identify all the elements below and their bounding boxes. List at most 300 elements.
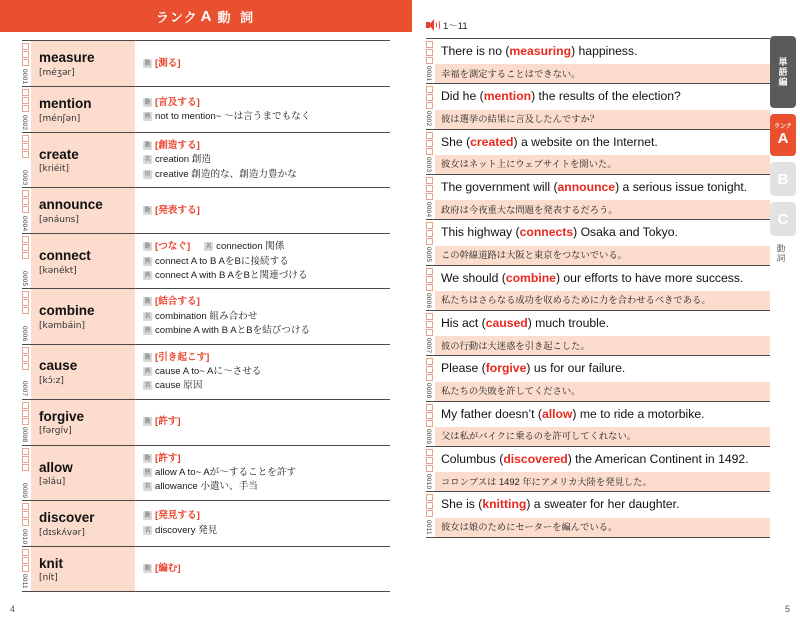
study-checkbox[interactable] (426, 366, 433, 373)
side-tab-pos (768, 244, 794, 263)
side-tab-rank-a-letter: A (777, 130, 789, 147)
vocabulary-row (22, 445, 390, 500)
sentence-english (435, 266, 770, 291)
definition-line (143, 204, 386, 218)
paren-close: ) (526, 361, 534, 376)
study-checkbox[interactable] (426, 502, 433, 509)
sentence-index: 0011 (425, 519, 432, 535)
example-sentence-row (426, 310, 770, 355)
definition-text: discovery 発見 (155, 524, 218, 536)
study-checkbox[interactable] (22, 190, 29, 197)
checkbox-column (426, 84, 435, 128)
paren-open: ( (550, 179, 558, 194)
study-checkbox[interactable] (426, 404, 433, 411)
phonetic-transcription: [ənáuns] (39, 214, 79, 225)
sentence-body (435, 39, 770, 83)
sentence-index: 0004 (425, 202, 432, 218)
entry-index: 0001 (21, 68, 28, 84)
sentence-prefix: There is no (441, 44, 502, 58)
sentence-keyword: announce (557, 179, 616, 194)
study-checkbox[interactable] (22, 410, 29, 417)
study-checkbox[interactable] (426, 321, 433, 328)
study-checkbox[interactable] (22, 503, 29, 510)
entry-index: 0007 (21, 381, 28, 397)
sentence-japanese: 私たちはさらなる成功を収めるために力を合わせるべきである。 (435, 291, 770, 310)
pos-tag-icon: 動 (144, 454, 151, 462)
definition-text: [許す] (155, 416, 181, 428)
sentence-english (435, 311, 770, 336)
study-checkbox[interactable] (426, 457, 433, 464)
sentence-index: 0009 (425, 428, 432, 444)
study-checkbox[interactable] (426, 313, 433, 320)
checkbox-column (426, 130, 435, 174)
page-number-right: 5 (784, 604, 790, 614)
study-checkbox[interactable] (426, 358, 433, 365)
sentence-japanese: この幹線道路は大阪と東京をつないでいる。 (435, 246, 770, 265)
pos-tag-icon: 動 (144, 59, 151, 67)
pos-tag-icon: 動 (144, 418, 151, 426)
paren-open: ( (534, 406, 542, 421)
definition-line (143, 379, 386, 393)
vocabulary-row (22, 344, 390, 399)
paren-close: ) (531, 89, 539, 104)
definition-line (143, 351, 386, 365)
pos-tag-icon: 名 (144, 526, 151, 534)
sentence-keyword: caused (485, 315, 528, 330)
study-checkbox[interactable] (426, 329, 433, 336)
sentence-english (435, 39, 770, 64)
example-sentence-row (426, 38, 770, 83)
phonetic-transcription: [méʒər] (39, 67, 75, 78)
example-sentence-row (426, 174, 770, 219)
sentence-keyword: knitting (482, 497, 527, 512)
study-checkbox[interactable] (426, 284, 433, 291)
study-checkbox[interactable] (22, 363, 29, 370)
study-checkbox[interactable] (426, 230, 433, 237)
checkbox-column (426, 356, 435, 400)
definition-text: connect A with B AをBと関連づける (155, 269, 308, 281)
side-tab-rank-b-letter: B (777, 170, 789, 188)
headword: measure (39, 50, 95, 66)
sentence-prefix: Did he (441, 89, 477, 104)
sentence-prefix: She is (441, 497, 475, 512)
study-checkbox[interactable] (426, 177, 433, 184)
pos-tag-icon: 名 (144, 156, 151, 164)
study-checkbox[interactable] (22, 565, 29, 572)
example-sentence-row (426, 129, 770, 174)
sentence-suffix: the American Continent in 1492. (575, 451, 749, 466)
definition-cell (135, 133, 390, 187)
paren-open: ( (495, 451, 504, 466)
study-checkbox[interactable] (22, 291, 29, 298)
sentence-prefix: This highway (441, 225, 513, 240)
vocabulary-list (22, 40, 390, 592)
study-checkbox[interactable] (426, 57, 433, 64)
paren-open: ( (478, 361, 486, 376)
sentence-suffix: me to ride a motorbike. (579, 406, 705, 421)
definition-cell (135, 400, 390, 445)
study-checkbox[interactable] (426, 140, 433, 147)
pos-tag-icon: 形 (144, 170, 151, 178)
definition-cell (135, 501, 390, 546)
sentence-japanese: コロンブスは 1492 年にアメリカ大陸を発見した。 (435, 472, 770, 491)
paren-close: ) (526, 497, 534, 512)
rank-header (0, 0, 412, 32)
study-checkbox[interactable] (22, 418, 29, 425)
checkbox-column (22, 501, 31, 546)
definition-line (143, 509, 386, 523)
checkbox-column (22, 188, 31, 233)
sentence-body (435, 84, 770, 128)
definition-line (143, 110, 386, 124)
headword: combine (39, 303, 95, 319)
sentence-japanese: 彼女はネット上にウェブサイトを開いた。 (435, 155, 770, 174)
pos-tag-icon: 動 (144, 565, 151, 573)
definition-line (143, 139, 386, 153)
study-checkbox[interactable] (426, 465, 433, 472)
definition-text: [測る] (155, 57, 181, 69)
definition-text: connection 関係 (216, 241, 285, 253)
page-number-left: 4 (10, 604, 16, 614)
study-checkbox[interactable] (22, 511, 29, 518)
pos-tag-icon: 熟 (144, 327, 151, 335)
sentence-prefix: The government will (441, 179, 551, 194)
study-checkbox[interactable] (426, 132, 433, 139)
definition-text: cause 原因 (155, 380, 203, 392)
definition-line (143, 466, 386, 480)
paren-close: ) (555, 270, 564, 285)
study-checkbox[interactable] (22, 43, 29, 50)
definition-cell (135, 41, 390, 86)
phonetic-transcription: [dɪskʌ́vər] (39, 527, 85, 538)
definition-text: allowance 小遣い、手当 (155, 481, 258, 493)
headword-cell (31, 234, 135, 288)
paren-open: ( (476, 89, 484, 104)
sentence-keyword: measuring (509, 44, 572, 58)
sentence-suffix: much trouble. (535, 315, 610, 330)
vocabulary-row (22, 546, 390, 592)
definition-line (143, 153, 386, 167)
study-checkbox[interactable] (426, 86, 433, 93)
definition-cell (135, 547, 390, 591)
sentence-index: 0008 (425, 383, 432, 399)
sentence-keyword: allow (541, 406, 573, 421)
study-checkbox[interactable] (426, 494, 433, 501)
sentence-body (435, 311, 770, 355)
definition-line (143, 295, 386, 309)
study-checkbox[interactable] (22, 402, 29, 409)
sentence-english (435, 356, 770, 381)
definition-line (143, 480, 386, 494)
study-checkbox[interactable] (22, 557, 29, 564)
sentence-index: 0001 (425, 66, 432, 82)
study-checkbox[interactable] (22, 549, 29, 556)
study-checkbox[interactable] (22, 135, 29, 142)
sentence-japanese: 父は私がバイクに乗るのを許可してくれない。 (435, 427, 770, 446)
study-checkbox[interactable] (426, 102, 433, 109)
paren-open: ( (474, 497, 483, 512)
checkbox-column (426, 311, 435, 355)
sentence-prefix: We should (441, 270, 499, 285)
sentence-prefix: My father doesn’t (441, 406, 535, 421)
study-checkbox[interactable] (22, 143, 29, 150)
sentence-prefix: She (441, 134, 463, 149)
study-checkbox[interactable] (426, 148, 433, 155)
headword: forgive (39, 408, 85, 424)
sentence-keyword: created (470, 134, 514, 149)
study-checkbox[interactable] (22, 252, 29, 259)
study-checkbox[interactable] (426, 276, 433, 283)
study-checkbox[interactable] (22, 236, 29, 243)
definition-line (143, 269, 386, 283)
definition-line (143, 255, 386, 269)
paren-close: ) (567, 451, 576, 466)
definition-text: [引き起こす] (155, 351, 210, 363)
sentence-japanese: 彼女は娘のためにセーターを編んでいる。 (435, 518, 770, 537)
sentence-prefix: Columbus (441, 451, 496, 466)
study-checkbox[interactable] (22, 299, 29, 306)
checkbox-column (426, 220, 435, 264)
headword-cell (31, 345, 135, 399)
study-checkbox[interactable] (426, 374, 433, 381)
headword-cell (31, 87, 135, 132)
sentence-index: 0005 (425, 247, 432, 263)
headword-cell (31, 446, 135, 500)
pos-tag-icon: 名 (144, 483, 151, 491)
pos-tag-icon: 動 (144, 98, 151, 106)
definition-line (143, 324, 386, 338)
right-page (412, 0, 800, 622)
headword: create (39, 146, 79, 162)
sentence-suffix: a serious issue tonight. (622, 179, 748, 194)
sentence-body (435, 220, 770, 264)
entry-index: 0009 (21, 482, 28, 498)
definition-text: cause A to~ Aに〜させる (155, 365, 262, 377)
headword-cell (31, 400, 135, 445)
checkbox-column (22, 133, 31, 187)
definition-line (143, 310, 386, 324)
study-checkbox[interactable] (426, 41, 433, 48)
study-checkbox[interactable] (426, 49, 433, 56)
definition-cell (135, 87, 390, 132)
paren-close: ) (572, 406, 580, 421)
study-checkbox[interactable] (22, 464, 29, 471)
sentence-suffix: us for our failure. (533, 361, 626, 376)
sentence-english (435, 130, 770, 155)
paren-open: ( (498, 270, 506, 285)
definition-line (143, 365, 386, 379)
definition-line (143, 452, 386, 466)
definition-line (143, 562, 386, 576)
pos-tag-icon: 動 (144, 243, 151, 251)
definition-text: [創造する] (155, 140, 200, 151)
rank-header-letter: A (200, 7, 213, 25)
checkbox-column (426, 39, 435, 83)
side-tab-rank-c-letter: C (777, 210, 789, 228)
example-sentence-row (426, 83, 770, 128)
study-checkbox[interactable] (426, 412, 433, 419)
study-checkbox[interactable] (22, 307, 29, 314)
headword: mention (39, 96, 92, 112)
audio-track-indicator (426, 18, 468, 32)
speaker-icon (426, 19, 439, 31)
definition-text: creative 創造的な、創造力豊かな (155, 168, 297, 180)
vocabulary-row (22, 132, 390, 187)
entry-index: 0008 (21, 427, 28, 443)
sentence-suffix: a website on the Internet. (520, 134, 658, 149)
sentence-body (435, 447, 770, 491)
study-checkbox[interactable] (426, 268, 433, 275)
paren-open: ( (512, 225, 520, 240)
pos-tag-icon: 動 (144, 142, 151, 149)
headword-cell (31, 289, 135, 343)
sentence-japanese: 私たちの失敗を許してください。 (435, 382, 770, 401)
study-checkbox[interactable] (22, 51, 29, 58)
sentence-english (435, 175, 770, 200)
pos-tag-icon: 熟 (144, 113, 151, 120)
paren-open: ( (478, 315, 486, 330)
example-sentence-row (426, 219, 770, 264)
study-checkbox[interactable] (426, 420, 433, 427)
entry-index: 0011 (21, 574, 28, 589)
audio-track-range: 1〜11 (443, 21, 468, 32)
study-checkbox[interactable] (22, 198, 29, 205)
example-sentence-row (426, 491, 770, 537)
checkbox-column (22, 234, 31, 288)
study-checkbox[interactable] (22, 448, 29, 455)
pos-tag-icon: 動 (144, 298, 151, 306)
study-checkbox[interactable] (22, 347, 29, 354)
rank-header-pos: 動 詞 (217, 9, 257, 25)
study-checkbox[interactable] (426, 449, 433, 456)
checkbox-column (22, 289, 31, 343)
phonetic-transcription: [kənékt] (39, 265, 77, 276)
checkbox-column (426, 175, 435, 219)
definition-text: creation 創造 (155, 154, 211, 166)
study-checkbox[interactable] (22, 97, 29, 104)
side-tab-section-label: 単語編 (777, 57, 788, 87)
pos-tag-icon: 名 (144, 312, 151, 320)
study-checkbox[interactable] (426, 193, 433, 200)
definition-text: [発見する] (155, 510, 200, 522)
example-sentence-row (426, 401, 770, 446)
definition-cell (135, 446, 390, 500)
headword-cell (31, 188, 135, 233)
study-checkbox[interactable] (22, 89, 29, 96)
pos-tag-icon: 熟 (144, 271, 151, 279)
study-checkbox[interactable] (22, 151, 29, 158)
study-checkbox[interactable] (426, 94, 433, 101)
study-checkbox[interactable] (426, 510, 433, 517)
study-checkbox[interactable] (22, 105, 29, 112)
study-checkbox[interactable] (22, 244, 29, 251)
study-checkbox[interactable] (426, 222, 433, 229)
pos-tag-icon: 熟 (144, 257, 151, 265)
checkbox-column (426, 447, 435, 491)
pos-tag-icon: 動 (144, 512, 151, 520)
definition-text: [発表する] (155, 204, 200, 216)
phonetic-transcription: [kɔ́:z] (39, 375, 64, 386)
checkbox-column (22, 345, 31, 399)
example-sentence-list (426, 38, 770, 538)
sentence-japanese: 政府は今夜重大な問題を発表するだろう。 (435, 200, 770, 219)
vocabulary-row (22, 288, 390, 343)
pos-tag-icon: 熟 (144, 469, 151, 477)
side-tab-section[interactable] (770, 36, 796, 108)
example-sentence-row (426, 265, 770, 310)
study-checkbox[interactable] (22, 519, 29, 526)
paren-open: ( (462, 134, 471, 149)
sentence-suffix: happiness. (578, 44, 638, 58)
side-tab-rail (768, 36, 798, 263)
entry-index: 0004 (21, 215, 28, 232)
rank-header-prefix: ランク (155, 9, 198, 25)
sentence-index: 0006 (425, 292, 432, 308)
study-checkbox[interactable] (22, 456, 29, 463)
definition-line (143, 524, 386, 538)
sentence-body (435, 266, 770, 310)
study-checkbox[interactable] (22, 59, 29, 66)
entry-index: 0003 (21, 169, 28, 186)
checkbox-column (22, 87, 31, 132)
headword: cause (39, 358, 78, 374)
checkbox-column (22, 400, 31, 445)
sentence-keyword: mention (483, 89, 532, 104)
side-tab-pos-label: 動詞 (776, 244, 786, 263)
pos-tag-icon: 動 (144, 206, 151, 214)
study-checkbox[interactable] (426, 185, 433, 192)
study-checkbox[interactable] (22, 206, 29, 213)
definition-text: [結合する] (155, 296, 200, 308)
sentence-keyword: combine (505, 270, 556, 285)
side-tab-rank-a[interactable] (770, 114, 796, 156)
definition-line (143, 415, 386, 429)
side-tab-rank-c[interactable] (770, 202, 796, 236)
sentence-suffix: the results of the election? (538, 89, 681, 104)
pos-tag-icon: 熟 (144, 367, 151, 375)
sentence-english (435, 492, 770, 517)
paren-close: ) (615, 179, 623, 194)
headword-cell (31, 547, 135, 591)
side-tab-rank-b[interactable] (770, 162, 796, 196)
definition-text: [言及する] (155, 96, 200, 108)
sentence-index: 0002 (425, 111, 432, 127)
definition-cell (135, 289, 390, 343)
example-sentence-row (426, 355, 770, 400)
sentence-english (435, 402, 770, 427)
headword-cell (31, 41, 135, 86)
sentence-keyword: forgive (485, 361, 527, 376)
vocabulary-row (22, 86, 390, 132)
entry-index: 0005 (21, 271, 28, 287)
pos-tag-icon: 名 (144, 382, 151, 390)
side-tab-rank-prefix: ランク (774, 124, 792, 130)
definition-text: not to mention~ 〜は言うまでもなく (155, 111, 311, 122)
sentence-index: 0003 (425, 156, 432, 172)
sentence-japanese: 幸福を測定することはできない。 (435, 64, 770, 83)
sentence-index: 0007 (425, 338, 432, 354)
definition-text: [つなぐ] (155, 241, 191, 253)
vocabulary-row (22, 233, 390, 288)
example-sentence-row (426, 446, 770, 491)
sentence-body (435, 402, 770, 446)
study-checkbox[interactable] (22, 355, 29, 362)
study-checkbox[interactable] (426, 238, 433, 245)
entry-index: 0006 (21, 326, 28, 342)
sentence-prefix: His act (441, 315, 479, 330)
phonetic-transcription: [əláu] (39, 477, 66, 488)
sentence-body (435, 130, 770, 174)
